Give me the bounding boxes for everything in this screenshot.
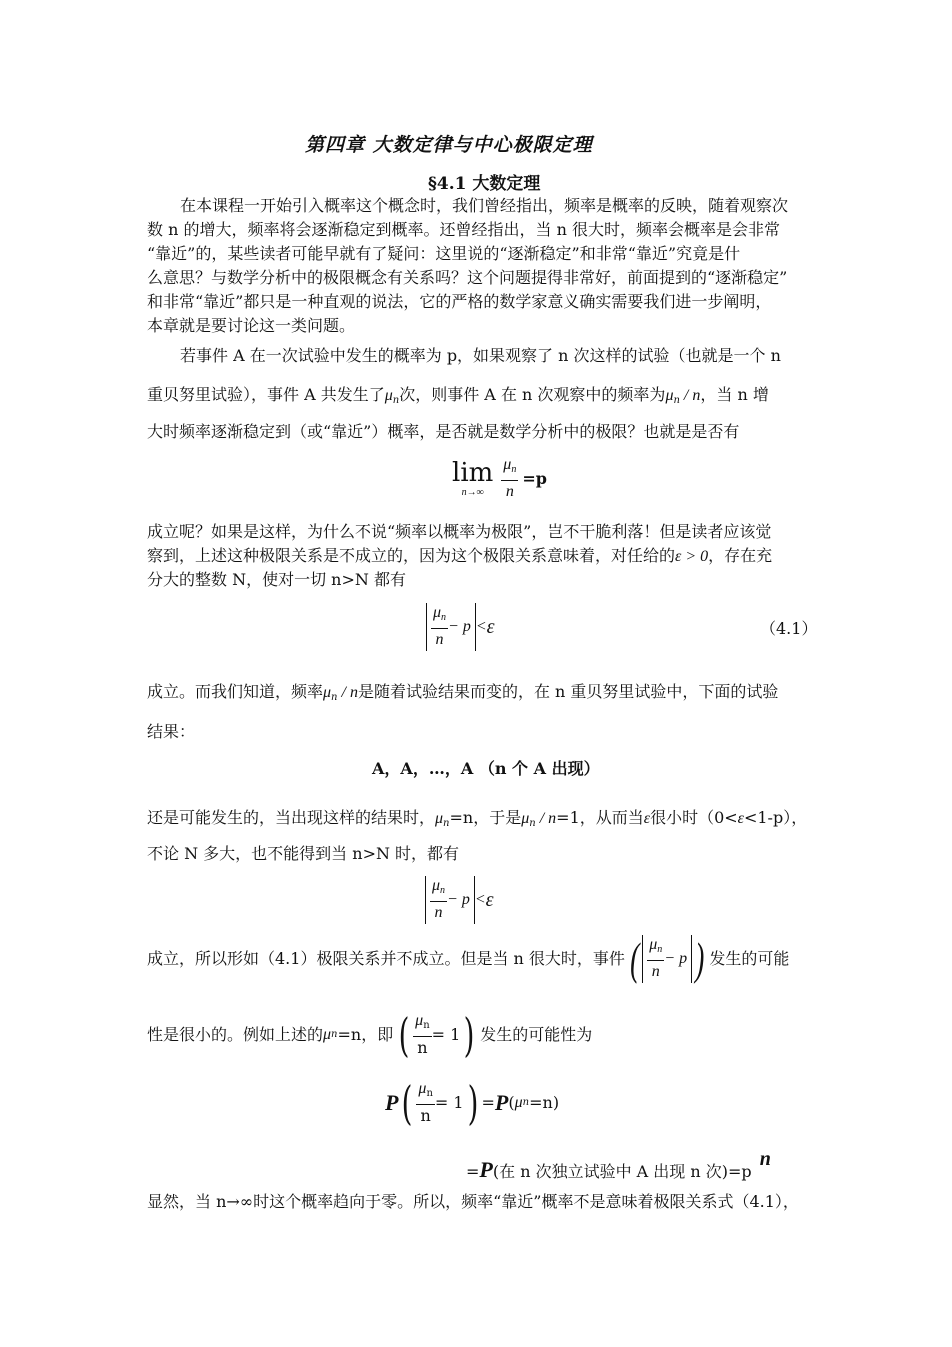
limit-formula [452, 455, 547, 503]
para1-line: “靠近”的，某些读者可能早就有了疑问：这里说的“逐渐稳定”和非常“靠近”究竟是什 [147, 244, 741, 263]
absolute-value: $\frac{\mu_n}{n}$ − p [426, 603, 476, 651]
para3-line3: 分大的整数 N，使对一切 n>N 都有 [147, 570, 406, 589]
inequality: $\frac{\mu_n}{n}$ − p < ε [425, 876, 494, 924]
chapter-title: 第四章 大数定律与中心极限定理 [305, 134, 593, 156]
para6-line2: 性是很小的。例如上述的 μ n =n，即 ( $\frac{\mu n}{n}$ = 1 ) 发生的可能性为 [147, 1007, 593, 1062]
para4-line2: 结果： [147, 722, 196, 741]
equation-4-1: $\frac{\mu_n}{n}$ − p < ε [426, 603, 495, 651]
section-title: §4.1 大数定理 [428, 174, 541, 194]
fraction-mu-n: $\frac{\mu_n}{n}$ [503, 456, 517, 500]
para1-line: 数 n 的增大，频率将会逐渐稳定到概率。还曾经指出，当 n 很大时，频率会概率是会非常 [147, 220, 780, 239]
para4-line1: 成立。而我们知道，频率$\mu_n$ / n是随着试验结果而变的，在 n 重贝努里试验中，下面的试验 [147, 682, 779, 703]
para1-line: 和非常“靠近”都只是一种直观的说法，它的严格的数学家意义确实需要我们进一步阐明， [147, 292, 772, 311]
equation-label: （4.1） [760, 619, 818, 638]
para3-line1: 成立呢？如果是这样，为什么不说“频率以概率为极限”，岂不干脆利落！但是读者应该觉 [147, 522, 772, 541]
para1-line: 在本课程一开始引入概率这个概念时，我们曾经指出，频率是概率的反映，随着观察次 [180, 196, 789, 215]
para5-line2: 不论 N 多大，也不能得到当 n>N 时，都有 [147, 844, 460, 863]
lim-eq: =p [522, 469, 547, 488]
para7: 显然，当 n→∞时这个概率趋向于零。所以，频率“靠近”概率不是意味着极限关系式（4.1）， [147, 1192, 799, 1211]
para2-line3: 大时频率逐渐稳定到（或“靠近”）概率，是否就是数学分析中的极限？也就是是否有 [147, 422, 740, 441]
para1-line: 本章就是要讨论这一类问题。 [147, 316, 356, 335]
para2-line2: 重贝努里试验），事件 A 共发生了$\mu_n$次，则事件 A 在 n 次观察中的频率为$\mu_n$ / n，当 n 增 [147, 385, 769, 406]
para5-line1: 还是可能发生的，当出现这样的结果时，$\mu_n=n$，于是$\mu_n / n=1$，从而当ε很小时（0<ε<1-p）， [147, 808, 808, 829]
para3-line2: 察到，上述这种极限关系是不成立的，因为这个极限关系意味着，对任给的ε > 0，存在充 [147, 546, 773, 565]
mu-symbol: μ [384, 387, 393, 404]
probability-equation-2: =P(在 n 次独立试验中 A 出现 n 次)=pn [466, 1148, 771, 1182]
para2-line1: 若事件 A 在一次试验中发生的概率为 p，如果观察了 n 次这样的试验（也就是一个 n [180, 346, 781, 365]
para1-line: 么意思？与数学分析中的极限概念有关系吗？这个问题提得非常好，前面提到的“逐渐稳定” [147, 268, 788, 287]
probability-equation-1: P ( $\frac{\mu n}{n}$ = 1 ) = P ( μ n =n) [385, 1075, 560, 1130]
para6-line1: 成立，所以形如（4.1）极限关系并不成立。但是当 n 很大时，事件 ( $\frac{\mu_n}{n}$ − p ) 发生的可能 [147, 933, 790, 984]
lim-sub: n→∞ [461, 487, 484, 498]
result-line: A，A，…，A （n 个 A 出现） [372, 759, 600, 778]
lim-text: lim [452, 458, 494, 488]
